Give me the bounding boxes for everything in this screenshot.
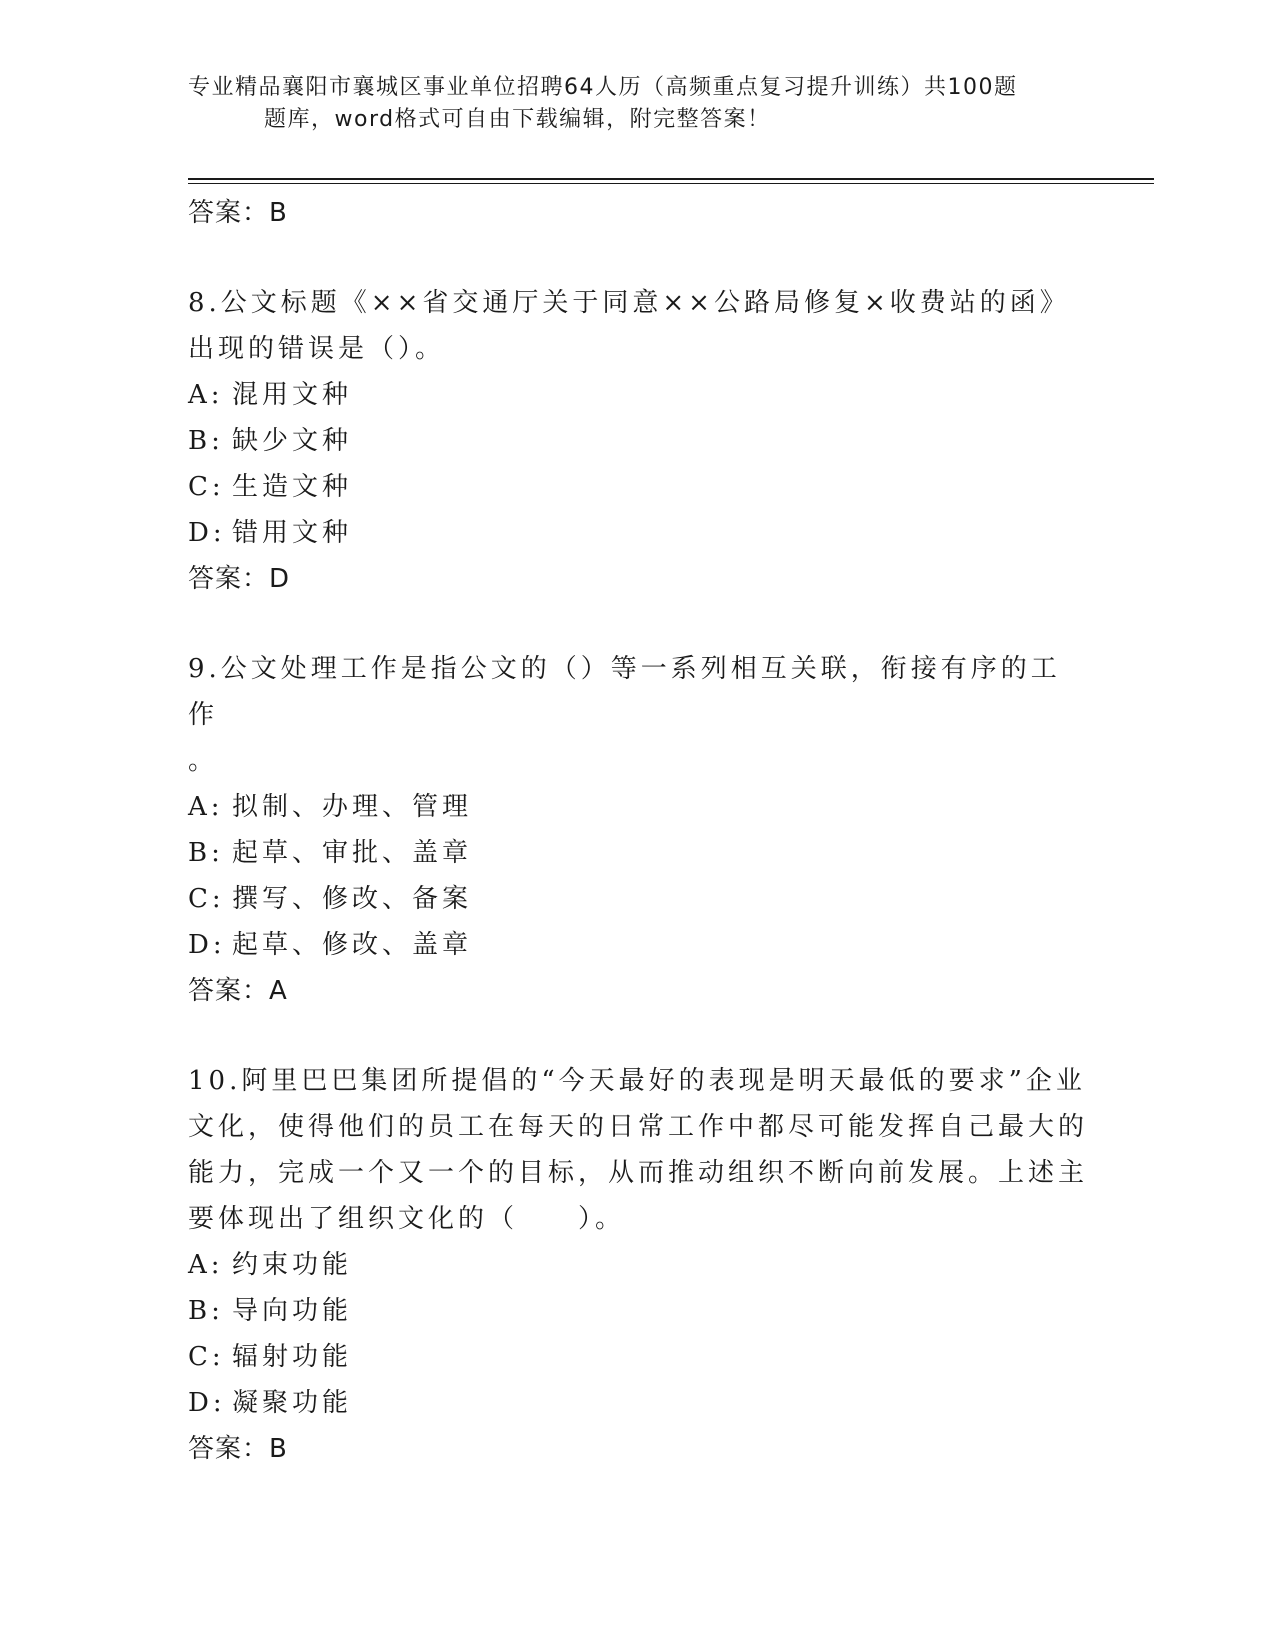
option-text: 起草、审批、盖章 bbox=[232, 838, 473, 868]
question-8-option-b bbox=[188, 418, 1088, 464]
question-9 bbox=[188, 646, 1088, 1014]
option-text: 错用文种 bbox=[232, 518, 353, 548]
question-9-text-line-1: 9.公文处理工作是指公文的（）等一系列相互关联，衔接有序的工作 bbox=[188, 654, 1061, 730]
question-8-option-c bbox=[188, 464, 1088, 510]
question-8 bbox=[188, 280, 1088, 602]
option-key: B: bbox=[188, 838, 224, 868]
question-9-option-a bbox=[188, 784, 1088, 830]
option-key: A: bbox=[188, 792, 224, 822]
question-10-option-c bbox=[188, 1334, 1088, 1380]
option-key: B: bbox=[188, 1296, 224, 1326]
page-header bbox=[188, 72, 1068, 136]
option-text: 辐射功能 bbox=[232, 1342, 353, 1372]
question-10-option-b bbox=[188, 1288, 1088, 1334]
option-key: C: bbox=[188, 472, 225, 502]
question-list bbox=[188, 188, 1088, 1472]
question-9-option-c bbox=[188, 876, 1088, 922]
option-key: A: bbox=[188, 380, 224, 410]
option-key: D: bbox=[188, 1388, 226, 1418]
question-10-text-line-1: 10.阿里巴巴集团所提倡的“今天最好的表现是明天最低的要求”企业 bbox=[188, 1066, 1086, 1096]
question-9-text-line-2: 。 bbox=[188, 746, 219, 776]
question-10-option-a bbox=[188, 1242, 1088, 1288]
question-8-answer: 答案：D bbox=[188, 564, 291, 594]
option-text: 拟制、办理、管理 bbox=[232, 792, 473, 822]
question-10-text-line-4: 要体现出了组织文化的（ ）。 bbox=[188, 1204, 626, 1234]
question-9-option-b bbox=[188, 830, 1088, 876]
header-divider-thin bbox=[188, 183, 1154, 184]
option-text: 导向功能 bbox=[232, 1296, 353, 1326]
question-9-option-d bbox=[188, 922, 1088, 968]
option-key: C: bbox=[188, 884, 225, 914]
question-10 bbox=[188, 1058, 1088, 1472]
option-key: B: bbox=[188, 426, 224, 456]
option-text: 撰写、修改、备案 bbox=[232, 884, 473, 914]
option-text: 缺少文种 bbox=[232, 426, 353, 456]
option-text: 起草、修改、盖章 bbox=[232, 930, 473, 960]
question-10-text-line-3: 能力，完成一个又一个的目标，从而推动组织不断向前发展。上述主 bbox=[188, 1158, 1089, 1188]
question-9-answer: 答案：A bbox=[188, 976, 288, 1006]
option-key: D: bbox=[188, 930, 226, 960]
option-text: 混用文种 bbox=[232, 380, 353, 410]
option-text: 约束功能 bbox=[232, 1250, 353, 1280]
previous-question-answer: 答案：B bbox=[188, 198, 288, 228]
header-divider-thick bbox=[188, 178, 1154, 180]
option-key: D: bbox=[188, 518, 226, 548]
question-8-text-line-1: 8.公文标题《××省交通厅关于同意××公路局修复×收费站的函》 bbox=[188, 288, 1070, 318]
question-8-option-d bbox=[188, 510, 1088, 556]
option-key: C: bbox=[188, 1342, 225, 1372]
question-8-option-a bbox=[188, 372, 1088, 418]
question-10-option-d bbox=[188, 1380, 1088, 1426]
header-title-line-1: 专业精品襄阳市襄城区事业单位招聘64人历（高频重点复习提升训练）共100题 bbox=[188, 75, 1018, 100]
option-text: 凝聚功能 bbox=[232, 1388, 353, 1418]
header-title-line-2: 题库，word格式可自由下载编辑，附完整答案！ bbox=[264, 107, 771, 132]
option-key: A: bbox=[188, 1250, 224, 1280]
question-10-answer: 答案：B bbox=[188, 1434, 288, 1464]
question-10-text-line-2: 文化，使得他们的员工在每天的日常工作中都尽可能发挥自己最大的 bbox=[188, 1112, 1089, 1142]
option-text: 生造文种 bbox=[232, 472, 353, 502]
question-8-text-line-2: 出现的错误是（）。 bbox=[188, 334, 446, 364]
